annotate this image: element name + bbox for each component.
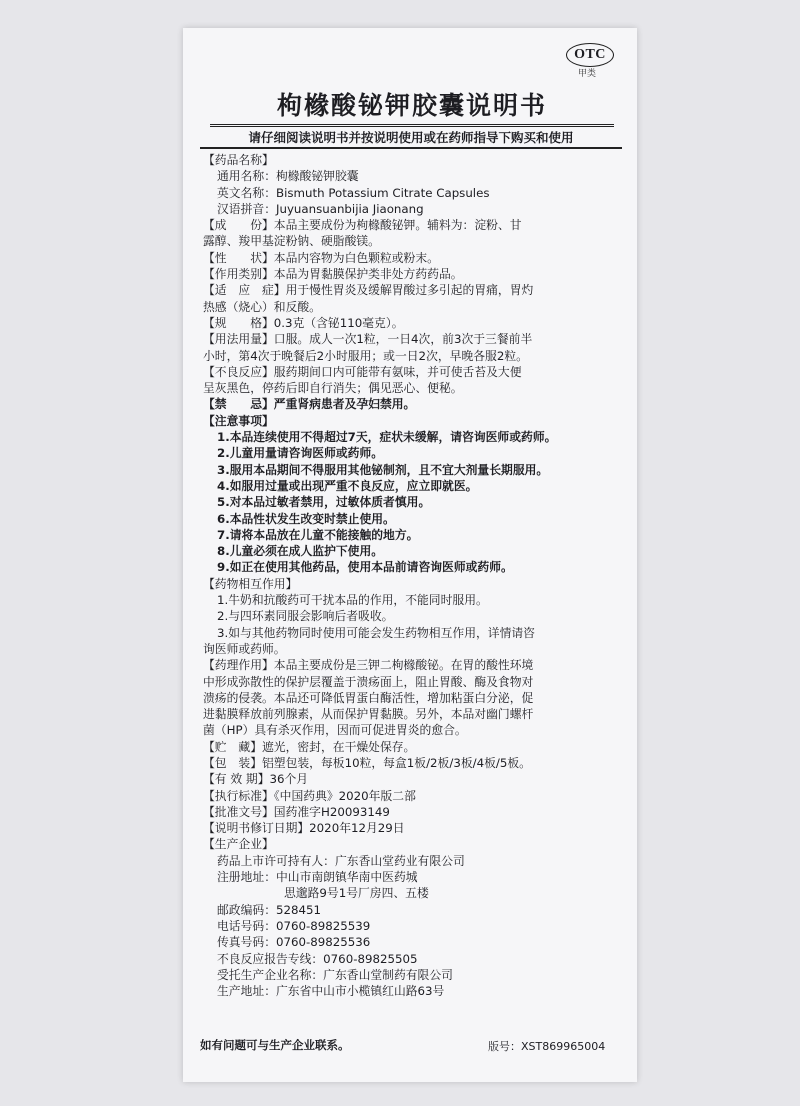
package: 【包 装】铝塑包装，每板10粒，每盒1板/2板/3板/4板/5板。 (203, 755, 531, 770)
precaution-item: 7.请将本品放在儿童不能接触的地方。 (217, 527, 419, 542)
production-address: 生产地址：广东省中山市小榄镇红山路63号 (217, 984, 445, 999)
pharmacology-line: 中形成弥散性的保护层覆盖于溃疡面上，阻止胃酸、酶及食物对 (203, 674, 534, 689)
precaution-item: 9.如正在使用其他药品，使用本品前请咨询医师或药师。 (217, 560, 513, 575)
revision-date: 【说明书修订日期】2020年12月29日 (203, 821, 405, 836)
adverse-hotline: 不良反应报告专线：0760-89825505 (217, 951, 418, 966)
otc-class-label: 甲类 (578, 69, 597, 79)
registered-address: 注册地址：中山市南朗镇华南中医药城 (217, 870, 418, 885)
dosage-line-2: 小时，第4次于晚餐后2小时服用；或一日2次，早晚各服2粒。 (203, 348, 528, 363)
validity: 【有 效 期】36个月 (203, 772, 309, 787)
precaution-item: 8.儿童必须在成人监护下使用。 (217, 544, 384, 559)
pinyin-name: 汉语拼音：Juyuansuanbijia Jiaonang (217, 201, 424, 216)
registered-address-continued: 思邈路9号1号厂房四、五楼 (284, 886, 429, 901)
leaflet-body (203, 152, 623, 999)
pharmacology-line: 溃疡的侵袭。本品还可降低胃蛋白酶活性，增加粘蛋白分泌，促 (203, 690, 534, 705)
precaution-item: 3.服用本品期间不得服用其他铋制剂，且不宜大剂量长期服用。 (217, 462, 549, 477)
description: 【性 状】本品内容物为白色颗粒或粉末。 (203, 250, 439, 265)
pharmacology-line: 【药理作用】本品主要成份是三钾二枸橼酸铋。在胃的酸性环境 (203, 658, 534, 673)
contract-manufacturer: 受托生产企业名称：广东香山堂制药有限公司 (217, 967, 453, 982)
category: 【作用类别】本品为胃黏膜保护类非处方药药品。 (203, 267, 463, 282)
composition-line-1: 【成 份】本品主要成份为枸橼酸铋钾。辅料为：淀粉、甘 (203, 218, 522, 233)
precaution-item: 5.对本品过敏者禁用，过敏体质者慎用。 (217, 495, 431, 510)
storage: 【贮 藏】遮光，密封，在干燥处保存。 (203, 739, 416, 754)
precaution-item: 2.儿童用量请咨询医师或药师。 (217, 446, 384, 461)
contraindications: 【禁 忌】严重肾病患者及孕妇禁用。 (203, 397, 416, 412)
precaution-item: 6.本品性状发生改变时禁止使用。 (217, 511, 395, 526)
usage-instruction: 请仔细阅读说明书并按说明使用或在药师指导下购买和使用 (248, 130, 574, 145)
indications-line-2: 热感（烧心）和反酸。 (203, 299, 321, 314)
adverse-line-1: 【不良反应】服药期间口内可能带有氨味，并可使舌苔及大便 (203, 364, 522, 379)
interaction-item: 2.与四环素同服会影响后者吸收。 (217, 609, 394, 624)
approval-number: 【批准文号】国药准字H20093149 (203, 804, 390, 819)
precaution-item: 4.如服用过量或出现严重不良反应，应立即就医。 (217, 478, 478, 493)
precautions-heading: 【注意事项】 (203, 413, 274, 428)
standard: 【执行标准】《中国药典》2020年版二部 (203, 788, 416, 803)
manufacturer-heading: 【生产企业】 (203, 837, 274, 852)
interaction-item: 1.牛奶和抗酸药可干扰本品的作用，不能同时服用。 (217, 593, 488, 608)
dosage-line-1: 【用法用量】口服。成人一次1粒，一日4次，前3次于三餐前半 (203, 332, 533, 347)
interaction-item: 3.如与其他药物同时使用可能会发生药物相互作用，详情请咨 (217, 625, 535, 640)
drug-name-heading: 【药品名称】 (203, 153, 274, 167)
version-number: 版号：XST869965004 (488, 1040, 606, 1053)
pharmacology-line: 进黏膜释放前列腺素，从而保护胃黏膜。另外，本品对幽门螺杆 (203, 707, 534, 722)
license-holder: 药品上市许可持有人：广东香山堂药业有限公司 (217, 853, 465, 868)
english-name: 英文名称：Bismuth Potassium Citrate Capsules (217, 185, 490, 200)
postcode: 邮政编码：528451 (217, 902, 322, 917)
header-divider (200, 147, 622, 149)
generic-name: 通用名称：枸橼酸铋钾胶囊 (217, 169, 359, 184)
contact-note: 如有问题可与生产企业联系。 (200, 1038, 350, 1052)
precaution-item: 1.本品连续使用不得超过7天，症状未缓解，请咨询医师或药师。 (217, 430, 557, 445)
indications-line-1: 【适 应 症】用于慢性胃炎及缓解胃酸过多引起的胃痛，胃灼 (203, 283, 534, 298)
fax: 传真号码：0760-89825536 (217, 935, 371, 950)
pharmacology-line: 菌（HP）具有杀灭作用，因而可促进胃炎的愈合。 (203, 723, 467, 738)
composition-line-2: 露醇、羧甲基淀粉钠、硬脂酸镁。 (203, 234, 380, 249)
phone: 电话号码：0760-89825539 (217, 918, 371, 933)
page-title: 枸橼酸铋钾胶囊说明书 (210, 86, 614, 127)
interaction-item-continued: 询医师或药师。 (203, 641, 286, 656)
specification: 【规 格】0.3克（含铋110毫克）。 (203, 315, 404, 330)
otc-badge: OTC (566, 43, 614, 67)
adverse-line-2: 呈灰黑色，停药后即自行消失；偶见恶心、便秘。 (203, 381, 463, 396)
interactions-heading: 【药物相互作用】 (203, 576, 298, 591)
